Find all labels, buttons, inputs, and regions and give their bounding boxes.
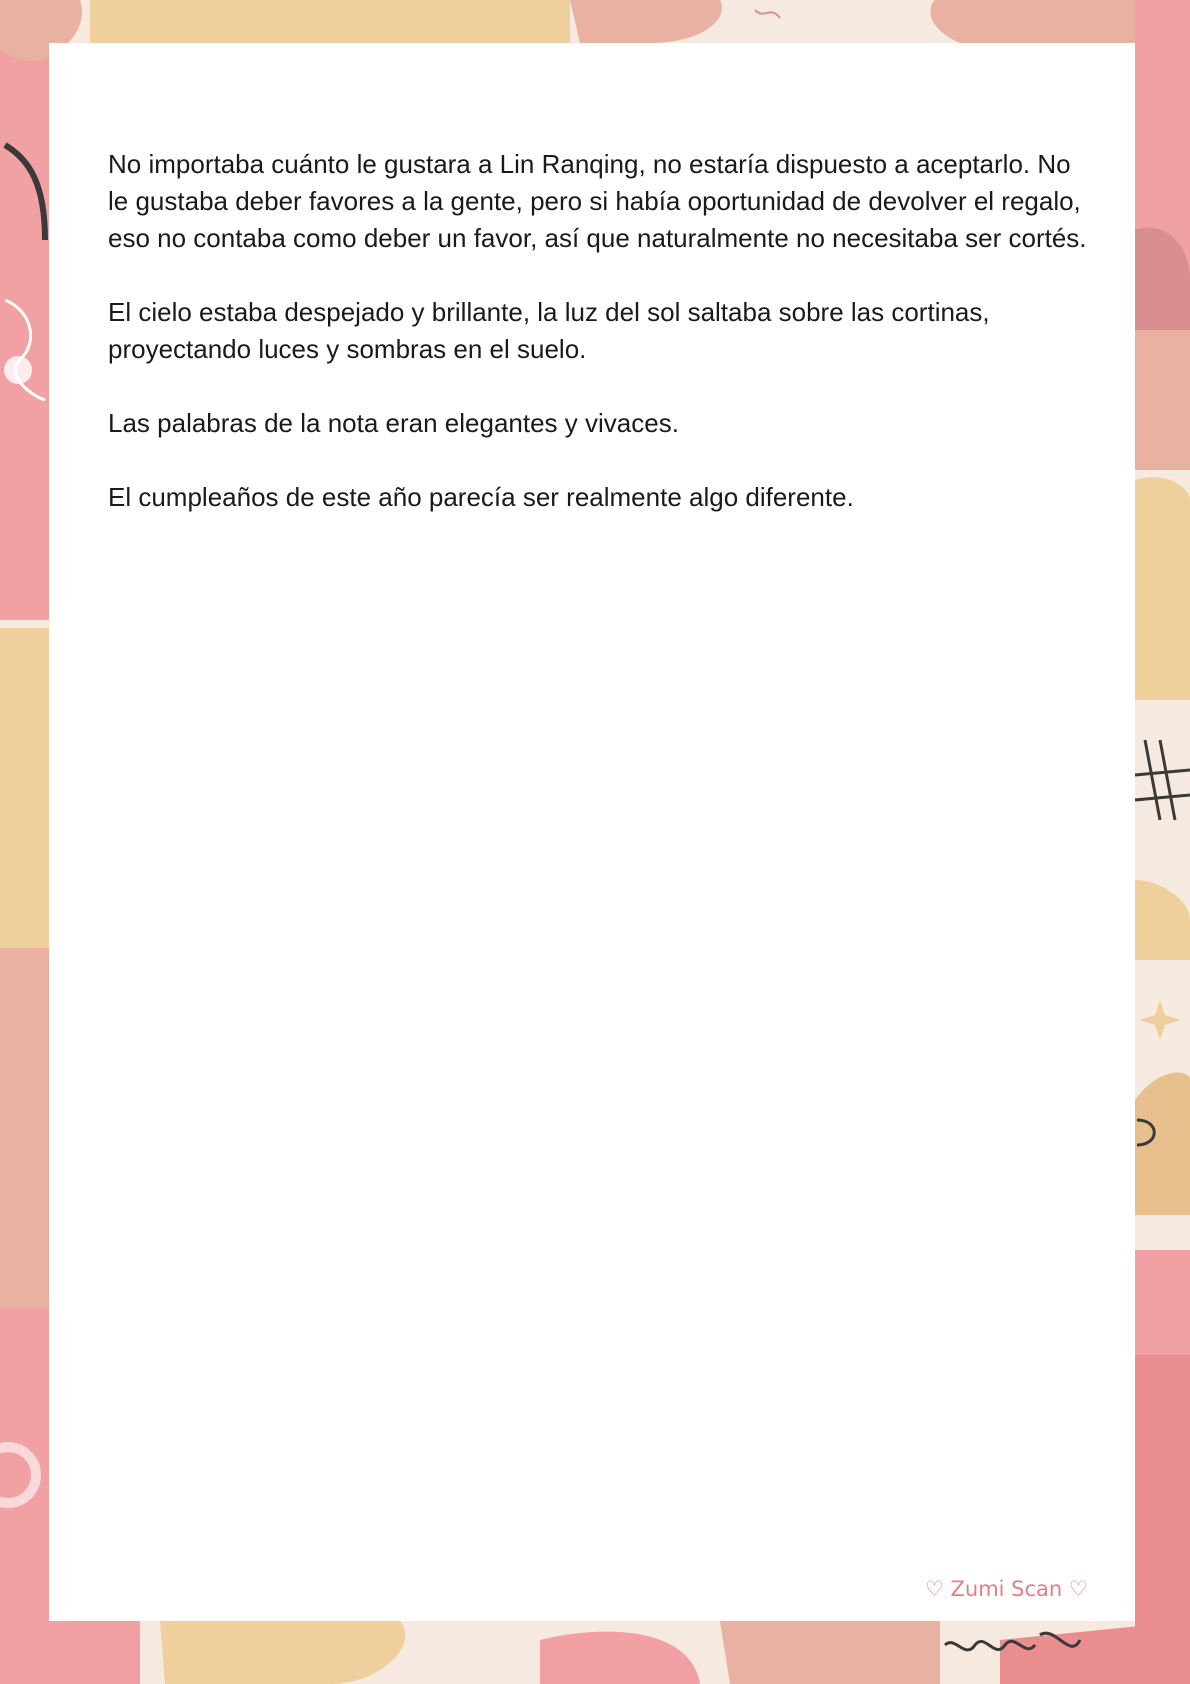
sparkle-star <box>1140 1000 1180 1040</box>
paragraph-4: El cumpleaños de este año parecía ser realmente algo diferente. <box>108 482 854 512</box>
document-body <box>108 146 1088 553</box>
right-hash <box>1135 740 1190 820</box>
left-sand-block <box>0 628 49 948</box>
bottom-rose-corner <box>1000 1621 1190 1684</box>
top-salmon-wave <box>570 0 722 43</box>
paragraph-1: No importaba cuánto le gustara a Lin Ranqing, no estaría dispuesto a aceptarlo. No le gustaba deber favores a la gente, pero si había oportunidad de devolver el regalo, eso no contaba como deber un favor, así que naturalmente no necesitaba ser cortés. <box>108 149 1087 253</box>
scan-signature: ♡ Zumi Scan ♡ <box>925 1577 1088 1601</box>
bottom-sand-shape <box>160 1621 405 1684</box>
right-salmon-block <box>1135 330 1190 470</box>
bottom-salmon-shape <box>540 1632 700 1684</box>
left-pink-strip <box>0 0 49 620</box>
right-sand-blob <box>1135 477 1190 700</box>
top-sand-band <box>90 0 570 43</box>
left-salmon-block <box>0 948 49 1308</box>
paragraph-3: Las palabras de la nota eran elegantes y vivaces. <box>108 408 679 438</box>
bottom-pink-band <box>0 1621 140 1684</box>
bottom-salmon-right <box>720 1621 940 1684</box>
top-squiggle <box>755 10 780 18</box>
paragraph-2: El cielo estaba despejado y brillante, la luz del sol saltaba sobre las cortinas, proyectando luces y sombras en el suelo. <box>108 297 990 364</box>
right-sand-lower <box>1135 880 1190 960</box>
left-white-dot <box>4 356 32 384</box>
